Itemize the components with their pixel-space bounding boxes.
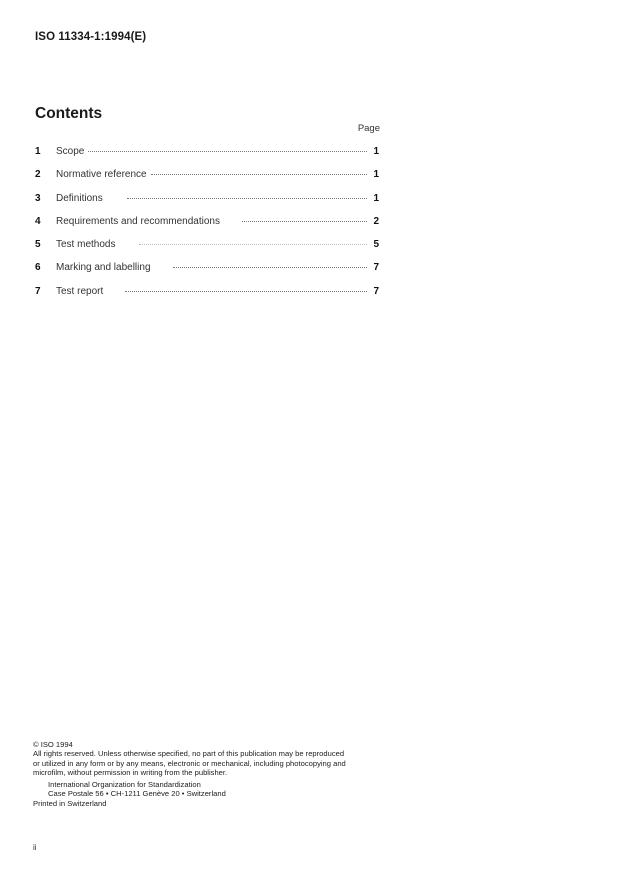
toc-entry-page: 1 (373, 146, 379, 157)
rights-text-line: or utilized in any form or by any means, electronic or mechanical, including photocopying and (33, 758, 346, 768)
toc-entry-number: 2 (35, 169, 41, 181)
toc-entry-definitions[interactable] (35, 193, 379, 216)
toc-entry-test-methods[interactable] (35, 239, 379, 262)
toc-entry-page: 1 (373, 192, 379, 204)
toc-entry-number: 1 (35, 146, 41, 157)
toc-entry-page: 7 (373, 285, 379, 297)
toc-entry-test-report[interactable] (35, 286, 379, 309)
dotted-leader (151, 173, 367, 175)
toc-entry-normative-reference[interactable] (35, 169, 379, 192)
toc-entry-page: 7 (373, 262, 379, 274)
toc-entry-marking-labelling[interactable] (35, 262, 379, 285)
toc-entry-page: 2 (373, 215, 379, 227)
toc-entry-title: Test report (56, 285, 104, 297)
rights-text-line: All rights reserved. Unless otherwise specified, no part of this publication may be reproduced (33, 749, 345, 759)
dotted-leader (139, 243, 367, 245)
toc-entry-title: Test methods (56, 239, 116, 251)
copyright-notice: © ISO 1994 (33, 740, 73, 749)
dotted-leader (125, 290, 367, 292)
toc-entry-requirements[interactable] (35, 216, 379, 239)
toc-entry-title: Normative reference (56, 169, 147, 181)
toc-entry-title: Requirements and recommendations (56, 215, 220, 227)
page-number: ii (33, 843, 37, 852)
toc-entry-title: Definitions (56, 192, 103, 204)
dotted-leader (242, 220, 367, 222)
dotted-leader (88, 150, 367, 152)
toc-entry-title: Marking and labelling (56, 262, 151, 274)
toc-entry-title: Scope (56, 146, 85, 157)
copyright-footer (33, 740, 393, 809)
toc-entry-page: 5 (373, 239, 379, 251)
toc-entry-number: 5 (35, 239, 41, 251)
dotted-leader (127, 197, 367, 199)
organization-address: Case Postale 56 • CH-1211 Genève 20 • Switzerland (48, 789, 226, 799)
document-id: ISO 11334-1:1994(E) (35, 31, 147, 43)
toc-entry-number: 6 (35, 262, 41, 274)
contents-heading: Contents (35, 105, 103, 122)
printed-in-notice: Printed in Switzerland (33, 799, 107, 809)
toc-entry-number: 4 (35, 215, 41, 227)
toc-entry-scope[interactable] (35, 146, 379, 169)
toc-entry-number: 7 (35, 285, 41, 297)
rights-text-line: microfilm, without permission in writing from the publisher. (33, 768, 228, 778)
table-of-contents (35, 146, 379, 309)
organization-name: International Organization for Standardization (48, 779, 201, 789)
dotted-leader (173, 266, 367, 268)
toc-entry-number: 3 (35, 192, 41, 204)
toc-entry-page: 1 (373, 169, 379, 181)
page-column-label: Page (357, 123, 380, 134)
